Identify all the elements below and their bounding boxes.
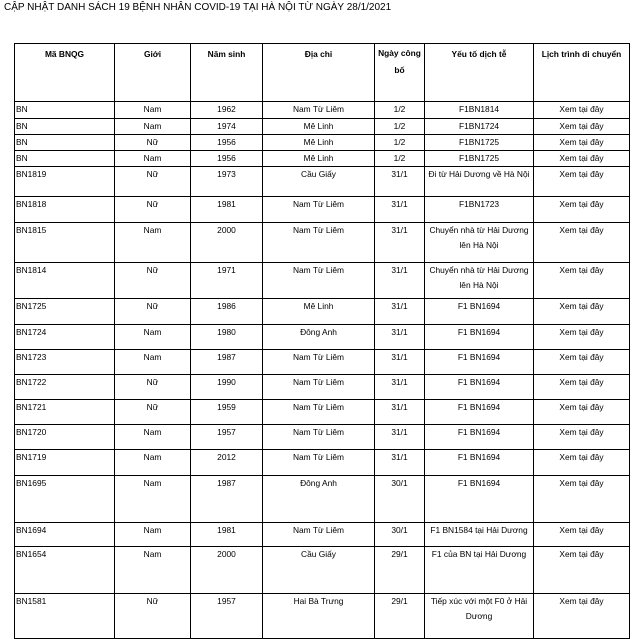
cell-address: Hai Bà Trưng [263,594,375,639]
cell-epi: F1 BN1694 [425,375,534,400]
cell-address: Đông Anh [263,325,375,350]
cell-address: Nam Từ Liêm [263,425,375,450]
cell-id: BN1695 [15,476,115,523]
cell-epi: F1BN1725 [425,135,534,151]
cell-address: Nam Từ Liêm [263,350,375,375]
cell-address: Mê Linh [263,135,375,151]
cell-date: 31/1 [375,350,425,375]
cell-epi: Chuyển nhà từ Hải Dương lên Hà Nội [425,263,534,299]
table-row [15,450,630,476]
cell-gender: Nam [115,350,191,375]
cell-epi: Chuyển nhà từ Hải Dương lên Hà Nội [425,223,534,263]
header-cell: Lịch trình di chuyển [534,44,630,102]
cell-address: Nam Từ Liêm [263,263,375,299]
cell-id: BN1722 [15,375,115,400]
header-cell: Mã BNQG [15,44,115,102]
cell-gender: Nam [115,325,191,350]
cell-year: 1956 [191,135,263,151]
cell-epi: Đi từ Hải Dương về Hà Nội [425,167,534,197]
cell-id: BN1694 [15,523,115,547]
cell-epi: F1BN1723 [425,197,534,223]
cell-date: 31/1 [375,197,425,223]
cell-gender: Nam [115,450,191,476]
cell-gender: Nam [115,523,191,547]
cell-route[interactable]: Xem tại đây [534,135,630,151]
table-row [15,325,630,350]
cell-route[interactable]: Xem tại đây [534,594,630,639]
cell-date: 30/1 [375,523,425,547]
cell-route[interactable]: Xem tại đây [534,119,630,135]
cell-year: 1981 [191,523,263,547]
cell-year: 1957 [191,425,263,450]
cell-epi: F1BN1724 [425,119,534,135]
table-row [15,375,630,400]
cell-epi: F1 BN1584 tại Hải Dương [425,523,534,547]
cell-year: 1987 [191,350,263,375]
cell-id: BN [15,135,115,151]
cell-address: Mê Linh [263,299,375,325]
table-row [15,400,630,425]
cell-gender: Nam [115,476,191,523]
cell-route[interactable]: Xem tại đây [534,263,630,299]
cell-date: 31/1 [375,223,425,263]
cell-id: BN1724 [15,325,115,350]
cell-year: 1971 [191,263,263,299]
cell-gender: Nam [115,425,191,450]
cell-route[interactable]: Xem tại đây [534,223,630,263]
table-row [15,594,630,639]
table-row [15,299,630,325]
cell-date: 31/1 [375,299,425,325]
cell-gender: Nam [115,223,191,263]
table-header-row [15,44,630,102]
cell-address: Nam Từ Liêm [263,450,375,476]
cell-epi: F1 BN1694 [425,476,534,523]
cell-date: 31/1 [375,425,425,450]
cell-address: Nam Từ Liêm [263,102,375,119]
cell-id: BN [15,119,115,135]
cell-id: BN1814 [15,263,115,299]
cell-epi: F1 BN1694 [425,299,534,325]
cell-route[interactable]: Xem tại đây [534,476,630,523]
cell-route[interactable]: Xem tại đây [534,299,630,325]
cell-epi: Tiếp xúc với một F0 ở Hải Dương [425,594,534,639]
cell-address: Đông Anh [263,476,375,523]
cell-epi: F1 của BN tại Hải Dương [425,547,534,594]
cell-year: 2000 [191,223,263,263]
table-row [15,547,630,594]
table-row [15,167,630,197]
cell-route[interactable]: Xem tại đây [534,523,630,547]
cell-route[interactable]: Xem tại đây [534,350,630,375]
cell-gender: Nữ [115,594,191,639]
cell-route[interactable]: Xem tại đây [534,450,630,476]
cell-address: Cầu Giấy [263,547,375,594]
table-row [15,263,630,299]
cell-route[interactable]: Xem tại đây [534,425,630,450]
table-row [15,197,630,223]
cell-address: Nam Từ Liêm [263,400,375,425]
patient-table [14,43,630,639]
cell-date: 1/2 [375,151,425,167]
table-row [15,350,630,375]
table-row [15,523,630,547]
cell-gender: Nam [115,102,191,119]
cell-year: 1959 [191,400,263,425]
cell-year: 1987 [191,476,263,523]
cell-route[interactable]: Xem tại đây [534,197,630,223]
cell-year: 1981 [191,197,263,223]
cell-epi: F1 BN1694 [425,350,534,375]
cell-id: BN [15,102,115,119]
cell-gender: Nam [115,151,191,167]
cell-date: 31/1 [375,167,425,197]
cell-year: 1986 [191,299,263,325]
cell-year: 2000 [191,547,263,594]
cell-id: BN1819 [15,167,115,197]
cell-date: 29/1 [375,594,425,639]
cell-gender: Nữ [115,263,191,299]
cell-epi: F1BN1814 [425,102,534,119]
cell-id: BN1654 [15,547,115,594]
cell-date: 29/1 [375,547,425,594]
cell-route[interactable]: Xem tại đây [534,547,630,594]
cell-epi: F1 BN1694 [425,325,534,350]
table-row [15,151,630,167]
cell-address: Nam Từ Liêm [263,197,375,223]
cell-gender: Nữ [115,197,191,223]
header-cell: Ngày công bố [375,44,425,102]
table-row [15,102,630,119]
cell-epi: F1BN1725 [425,151,534,167]
cell-id: BN1721 [15,400,115,425]
cell-date: 1/2 [375,119,425,135]
header-cell: Năm sinh [191,44,263,102]
cell-id: BN1818 [15,197,115,223]
cell-route[interactable]: Xem tại đây [534,151,630,167]
cell-gender: Nữ [115,375,191,400]
table-row [15,135,630,151]
cell-date: 31/1 [375,375,425,400]
table-row [15,223,630,263]
cell-id: BN1725 [15,299,115,325]
cell-address: Mê Linh [263,151,375,167]
cell-gender: Nam [115,119,191,135]
cell-date: 30/1 [375,476,425,523]
cell-year: 1956 [191,151,263,167]
cell-year: 1990 [191,375,263,400]
cell-epi: F1 BN1694 [425,425,534,450]
cell-date: 1/2 [375,102,425,119]
cell-date: 31/1 [375,263,425,299]
cell-date: 31/1 [375,400,425,425]
header-cell: Yếu tố dịch tễ [425,44,534,102]
cell-id: BN1815 [15,223,115,263]
table-row [15,476,630,523]
cell-gender: Nữ [115,135,191,151]
cell-gender: Nữ [115,299,191,325]
cell-id: BN1723 [15,350,115,375]
cell-year: 1980 [191,325,263,350]
cell-year: 1957 [191,594,263,639]
cell-route[interactable]: Xem tại đây [534,400,630,425]
table-row [15,425,630,450]
cell-year: 2012 [191,450,263,476]
cell-date: 31/1 [375,450,425,476]
cell-address: Nam Từ Liêm [263,523,375,547]
cell-epi: F1 BN1694 [425,400,534,425]
cell-route[interactable]: Xem tại đây [534,102,630,119]
cell-route[interactable]: Xem tại đây [534,167,630,197]
header-cell: Địa chỉ [263,44,375,102]
page-title: CẬP NHẬT DANH SÁCH 19 BỆNH NHÂN COVID-19 TẠI HÀ NỘI TỪ NGÀY 28/1/2021 [4,2,392,13]
cell-gender: Nữ [115,400,191,425]
table-row [15,119,630,135]
cell-id: BN1581 [15,594,115,639]
header-cell: Giới [115,44,191,102]
cell-address: Nam Từ Liêm [263,375,375,400]
cell-date: 31/1 [375,325,425,350]
cell-route[interactable]: Xem tại đây [534,375,630,400]
cell-epi: F1 BN1694 [425,450,534,476]
cell-route[interactable]: Xem tại đây [534,325,630,350]
cell-address: Nam Từ Liêm [263,223,375,263]
cell-date: 1/2 [375,135,425,151]
cell-address: Mê Linh [263,119,375,135]
cell-address: Cầu Giấy [263,167,375,197]
cell-gender: Nam [115,547,191,594]
cell-year: 1973 [191,167,263,197]
cell-id: BN [15,151,115,167]
cell-year: 1962 [191,102,263,119]
cell-id: BN1719 [15,450,115,476]
cell-gender: Nữ [115,167,191,197]
cell-year: 1974 [191,119,263,135]
cell-id: BN1720 [15,425,115,450]
